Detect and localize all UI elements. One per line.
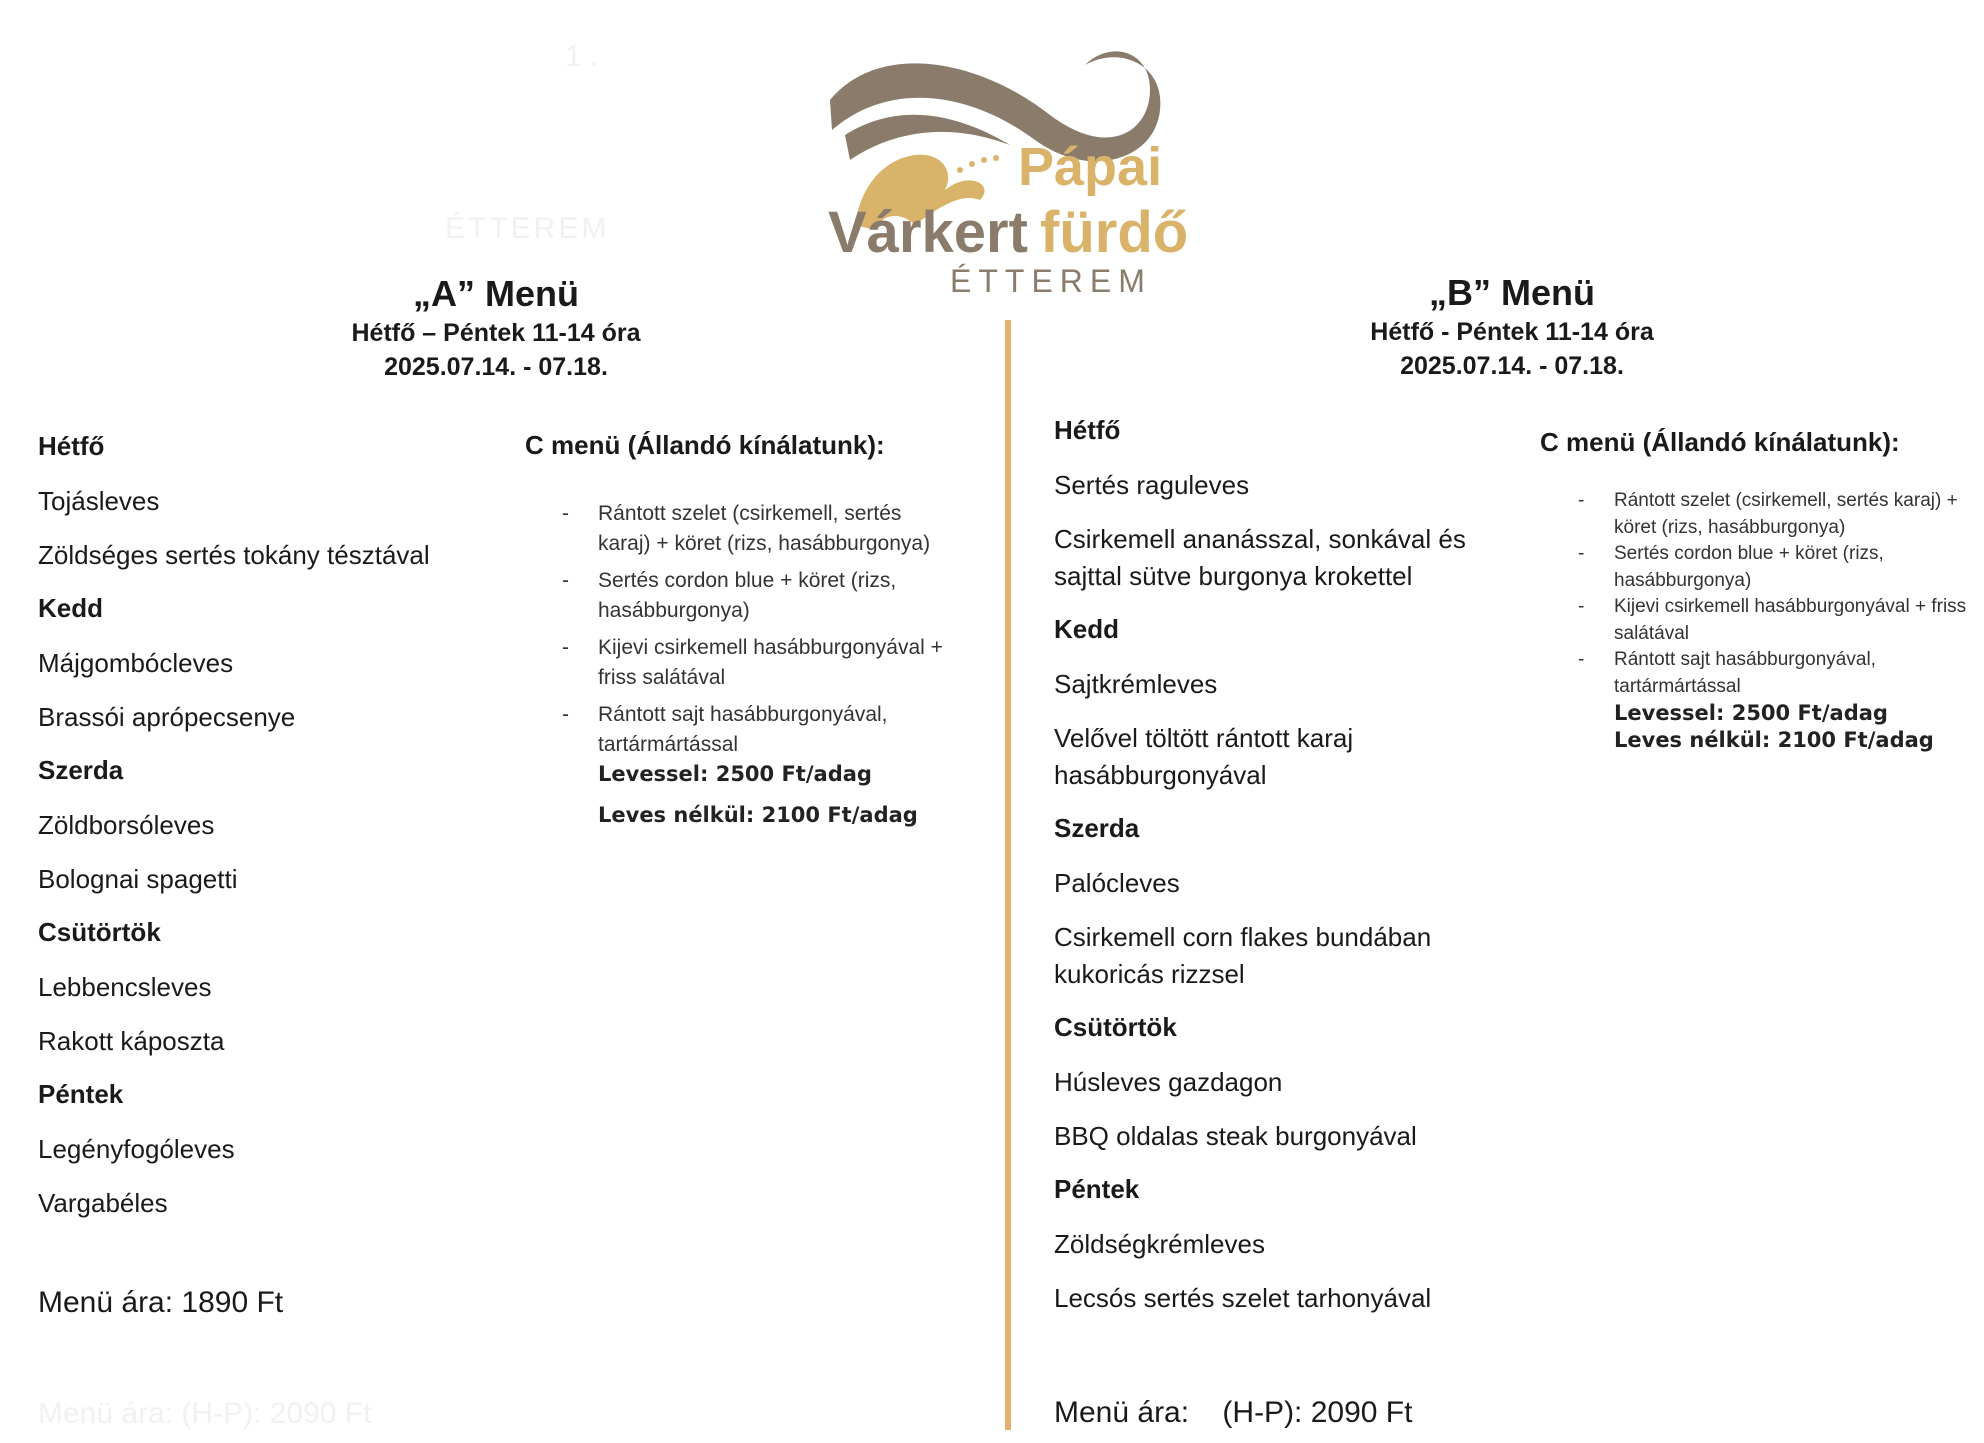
menu-a-header xyxy=(216,272,776,384)
column-divider xyxy=(1005,320,1011,1430)
dish-main: Vargabéles xyxy=(38,1188,168,1218)
menu-a-price: Menü ára: 1890 Ft xyxy=(38,1286,284,1319)
c-menu-title: C menü (Állandó kínálatunk): xyxy=(1540,427,1900,457)
dish-main: Csirkemell ananásszal, sonkával és sajttal sütve burgonya krokettel xyxy=(1054,524,1466,591)
day-heading-csutortok: Csütörtök xyxy=(1054,1012,1177,1042)
dish-soup: Sertés raguleves xyxy=(1054,470,1250,500)
dish-main: BBQ oldalas steak burgonyával xyxy=(1054,1121,1417,1151)
dish-soup: Zöldségkrémleves xyxy=(1054,1229,1265,1259)
day-heading-kedd: Kedd xyxy=(1054,614,1119,644)
menu-a-title: „A” Menü xyxy=(413,273,579,314)
dish-soup: Sajtkrémleves xyxy=(1054,669,1218,699)
menu-a-days xyxy=(38,429,498,1239)
c-menu-item: - Kijevi csirkemell hasábburgonyával + friss salátával xyxy=(1614,594,1980,647)
c-menu-item: - Sertés cordon blue + köret (rizs, hasábburgonya) xyxy=(598,566,955,626)
day-heading-pentek: Péntek xyxy=(38,1079,124,1109)
day-heading-szerda: Szerda xyxy=(38,755,124,785)
c-menu-price-without-soup: Leves nélkül: 2100 Ft/adag xyxy=(1614,728,1934,752)
c-menu-title: C menü (Állandó kínálatunk): xyxy=(525,430,885,460)
c-menu-a xyxy=(525,430,955,830)
day-heading-szerda: Szerda xyxy=(1054,813,1140,843)
dish-main: Brassói aprópecsenye xyxy=(38,702,296,732)
dish-soup: Húsleves gazdagon xyxy=(1054,1067,1283,1097)
day-heading-pentek: Péntek xyxy=(1054,1174,1140,1204)
ghost-mark: 1 . xyxy=(565,40,599,73)
c-menu-price-with-soup: Levessel: 2500 Ft/adag xyxy=(1614,701,1888,725)
day-heading-hetfo: Hétfő xyxy=(1054,415,1121,445)
menu-b-days xyxy=(1054,413,1484,1334)
menu-b-hours: Hétfő - Péntek 11-14 óra xyxy=(1370,318,1654,346)
day-heading-csutortok: Csütörtök xyxy=(38,917,161,947)
dish-soup: Legényfogóleves xyxy=(38,1134,235,1164)
c-menu-item: - Rántott szelet (csirkemell, sertés karaj) + köret (rizs, hasábburgonya) xyxy=(598,499,955,559)
day-heading-hetfo: Hétfő xyxy=(38,431,105,461)
dish-main: Csirkemell corn flakes bundában kukoricás rizzsel xyxy=(1054,922,1432,989)
logo-text-varkert: Várkert xyxy=(828,200,1028,265)
c-menu-list xyxy=(598,499,955,760)
logo-swirl-lower xyxy=(845,115,1010,160)
restaurant-logo xyxy=(820,20,1220,300)
dish-soup: Zöldborsóleves xyxy=(38,810,215,840)
c-menu-item: - Kijevi csirkemell hasábburgonyával + friss salátával xyxy=(598,633,955,693)
c-menu-price-without-soup: Leves nélkül: 2100 Ft/adag xyxy=(598,803,918,827)
ghost-watermark-top: ÉTTEREM xyxy=(445,212,610,245)
c-menu-item: - Rántott szelet (csirkemell, sertés karaj) + köret (rizs, hasábburgonya) xyxy=(1614,488,1980,541)
dish-main: Bolognai spagetti xyxy=(38,864,238,894)
menu-a-hours: Hétfő – Péntek 11-14 óra xyxy=(351,319,641,347)
logo-text-papai: Pápai xyxy=(1018,137,1163,197)
c-menu-item: - Sertés cordon blue + köret (rizs, hasábburgonya) xyxy=(1614,541,1980,594)
dish-main: Velővel töltött rántott karaj hasábburgonyával xyxy=(1054,723,1354,790)
menu-b-header xyxy=(1232,271,1792,383)
dish-main: Rakott káposzta xyxy=(38,1026,225,1056)
dish-main: Lecsós sertés szelet tarhonyával xyxy=(1054,1283,1432,1313)
menu-b-title: „B” Menü xyxy=(1429,272,1595,313)
dish-main: Zöldséges sertés tokány tésztával xyxy=(38,540,430,570)
dish-soup: Lebbencsleves xyxy=(38,972,212,1002)
menu-a-dates: 2025.07.14. - 07.18. xyxy=(384,353,608,381)
day-heading-kedd: Kedd xyxy=(38,593,103,623)
logo-graphic xyxy=(820,20,1220,300)
dish-soup: Májgombócleves xyxy=(38,648,234,678)
menu-b-dates: 2025.07.14. - 07.18. xyxy=(1400,352,1624,380)
menu-b-price: Menü ára: (H-P): 2090 Ft xyxy=(1054,1396,1413,1429)
c-menu-item: - Rántott sajt hasábburgonyával, tartármártással xyxy=(598,700,955,760)
ghost-watermark-bottom: Menü ára: (H-P): 2090 Ft xyxy=(38,1397,372,1430)
c-menu-b xyxy=(1540,427,1980,754)
c-menu-item: - Rántott sajt hasábburgonyával, tartármártással xyxy=(1614,647,1980,700)
logo-text-etterem: ÉTTEREM xyxy=(950,263,1152,299)
dish-soup: Palócleves xyxy=(1054,868,1180,898)
c-menu-price-with-soup: Levessel: 2500 Ft/adag xyxy=(598,762,872,786)
logo-text-furdo: fürdő xyxy=(1040,200,1189,265)
dish-soup: Tojásleves xyxy=(38,486,160,516)
c-menu-list xyxy=(1614,488,1980,700)
